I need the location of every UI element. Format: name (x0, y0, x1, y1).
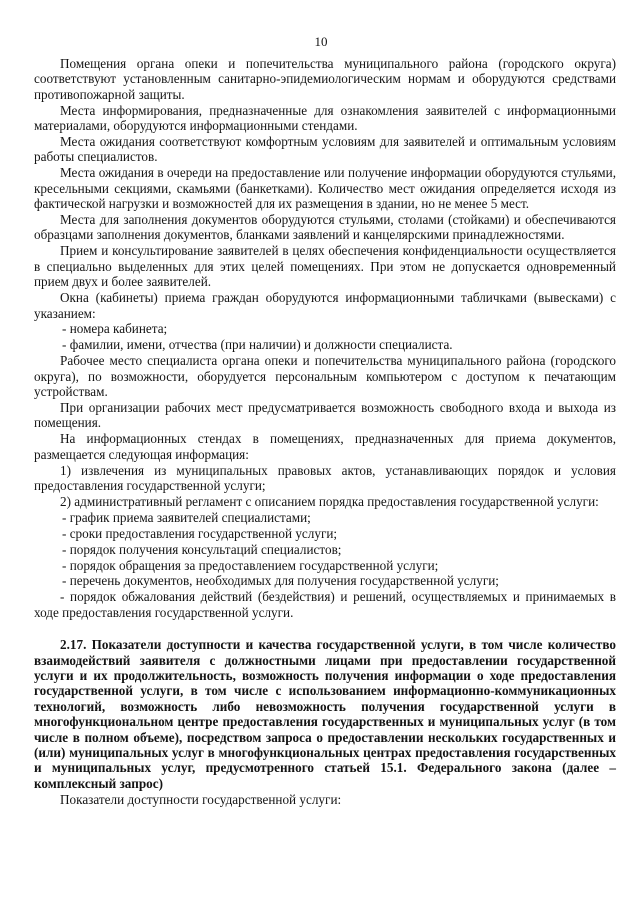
list-item: - порядок обжалования действий (бездействия) и решений, осуществляемых и принимаемых в ходе предоставления государственной услуги. (34, 589, 616, 620)
paragraph-filling-places: Места для заполнения документов оборудуются стульями, столами (стойками) и обеспечиваются образцами заполнения документов, бланками заявлений и канцелярскими принадлежностями. (34, 212, 616, 243)
paragraph-access: При организации рабочих мест предусматривается возможность свободного входа и выхода из помещения. (34, 399, 616, 431)
list-item: - перечень документов, необходимых для получения государственной услуги; (62, 573, 499, 589)
section-heading: 2.17. Показатели доступности и качества государственной услуги, в том числе количество взаимодействий заявителя с должностными лицами при предоставлении государственной услуги и их продолжительность, возможность получения информации о ходе предоставления государственной услуги, в том числе с использованием информационно-коммуникационных технологий, возможность либо невозможность получения государственной услуги в многофункциональном центре предоставления государственных и муниципальных услуг (в том числе в полном объеме), посредством запроса о предоставлении нескольких государственных и (или) муниципальных услуг в многофункциональных центрах предоставления государственных и муниципальных услуг, предусмотренного статьей 15.1. Федерального закона (далее – комплексный запрос) (34, 637, 616, 791)
paragraph-windows: Окна (кабинеты) приема граждан оборудуются информационными табличками (вывесками) с указанием: (34, 290, 616, 321)
list-item: - график приема заявителей специалистами; (62, 509, 311, 525)
list-item: - сроки предоставления государственной услуги; (62, 525, 338, 541)
paragraph-waiting-places: Места ожидания соответствуют комфортным условиям для заявителей и оптимальным условиям работы специалистов. (34, 134, 616, 165)
paragraph-info-places: Места информирования, предназначенные для ознакомления заявителей с информационными материалами, оборудуются информационными стендами. (34, 102, 616, 134)
list-item: - номера кабинета; (62, 321, 168, 337)
paragraph-stands: На информационных стендах в помещениях, предназначенных для приема документов, размещается следующая информация: (34, 431, 616, 462)
paragraph-premises: Помещения органа опеки и попечительства муниципального района (городского округа) соответствуют установленным санитарно-эпидемиологическим нормам и оборудуются средствами противопожарной защиты. (34, 56, 616, 102)
document-body (34, 56, 616, 807)
paragraph-queue-places: Места ожидания в очереди на предоставление или получение информации оборудуются стульями, кресельными секциями, скамьями (банкетками). Количество мест ожидания определяется исходя из фактической нагрузки и возможностей для их размещения в здании, но не менее 5 мест. (34, 165, 616, 212)
list-item: - фамилии, имени, отчества (при наличии) и должности специалиста. (62, 337, 453, 353)
paragraph-closing: Показатели доступности государственной услуги: (60, 791, 342, 807)
page-number: 10 (314, 34, 328, 49)
paragraph-stand-item-2: 2) административный регламент с описанием порядка предоставления государственной услуги: (60, 493, 599, 509)
paragraph-workplace: Рабочее место специалиста органа опеки и попечительства муниципального района (городского округа), по возможности, оборудуется персональным компьютером с доступом к печатающим устройствам. (34, 353, 616, 400)
paragraph-stand-item-1: 1) извлечения из муниципальных правовых актов, устанавливающих порядок и условия предоставления государственной услуги; (34, 462, 616, 493)
list-item: - порядок обращения за предоставлением государственной услуги; (62, 557, 439, 573)
paragraph-consulting: Прием и консультирование заявителей в целях обеспечения конфиденциальности осуществляется в специально выделенных для этих целей помещениях. При этом не допускается одновременный прием двух и более заявителей. (34, 243, 616, 290)
list-item: - порядок получения консультаций специалистов; (62, 541, 342, 557)
